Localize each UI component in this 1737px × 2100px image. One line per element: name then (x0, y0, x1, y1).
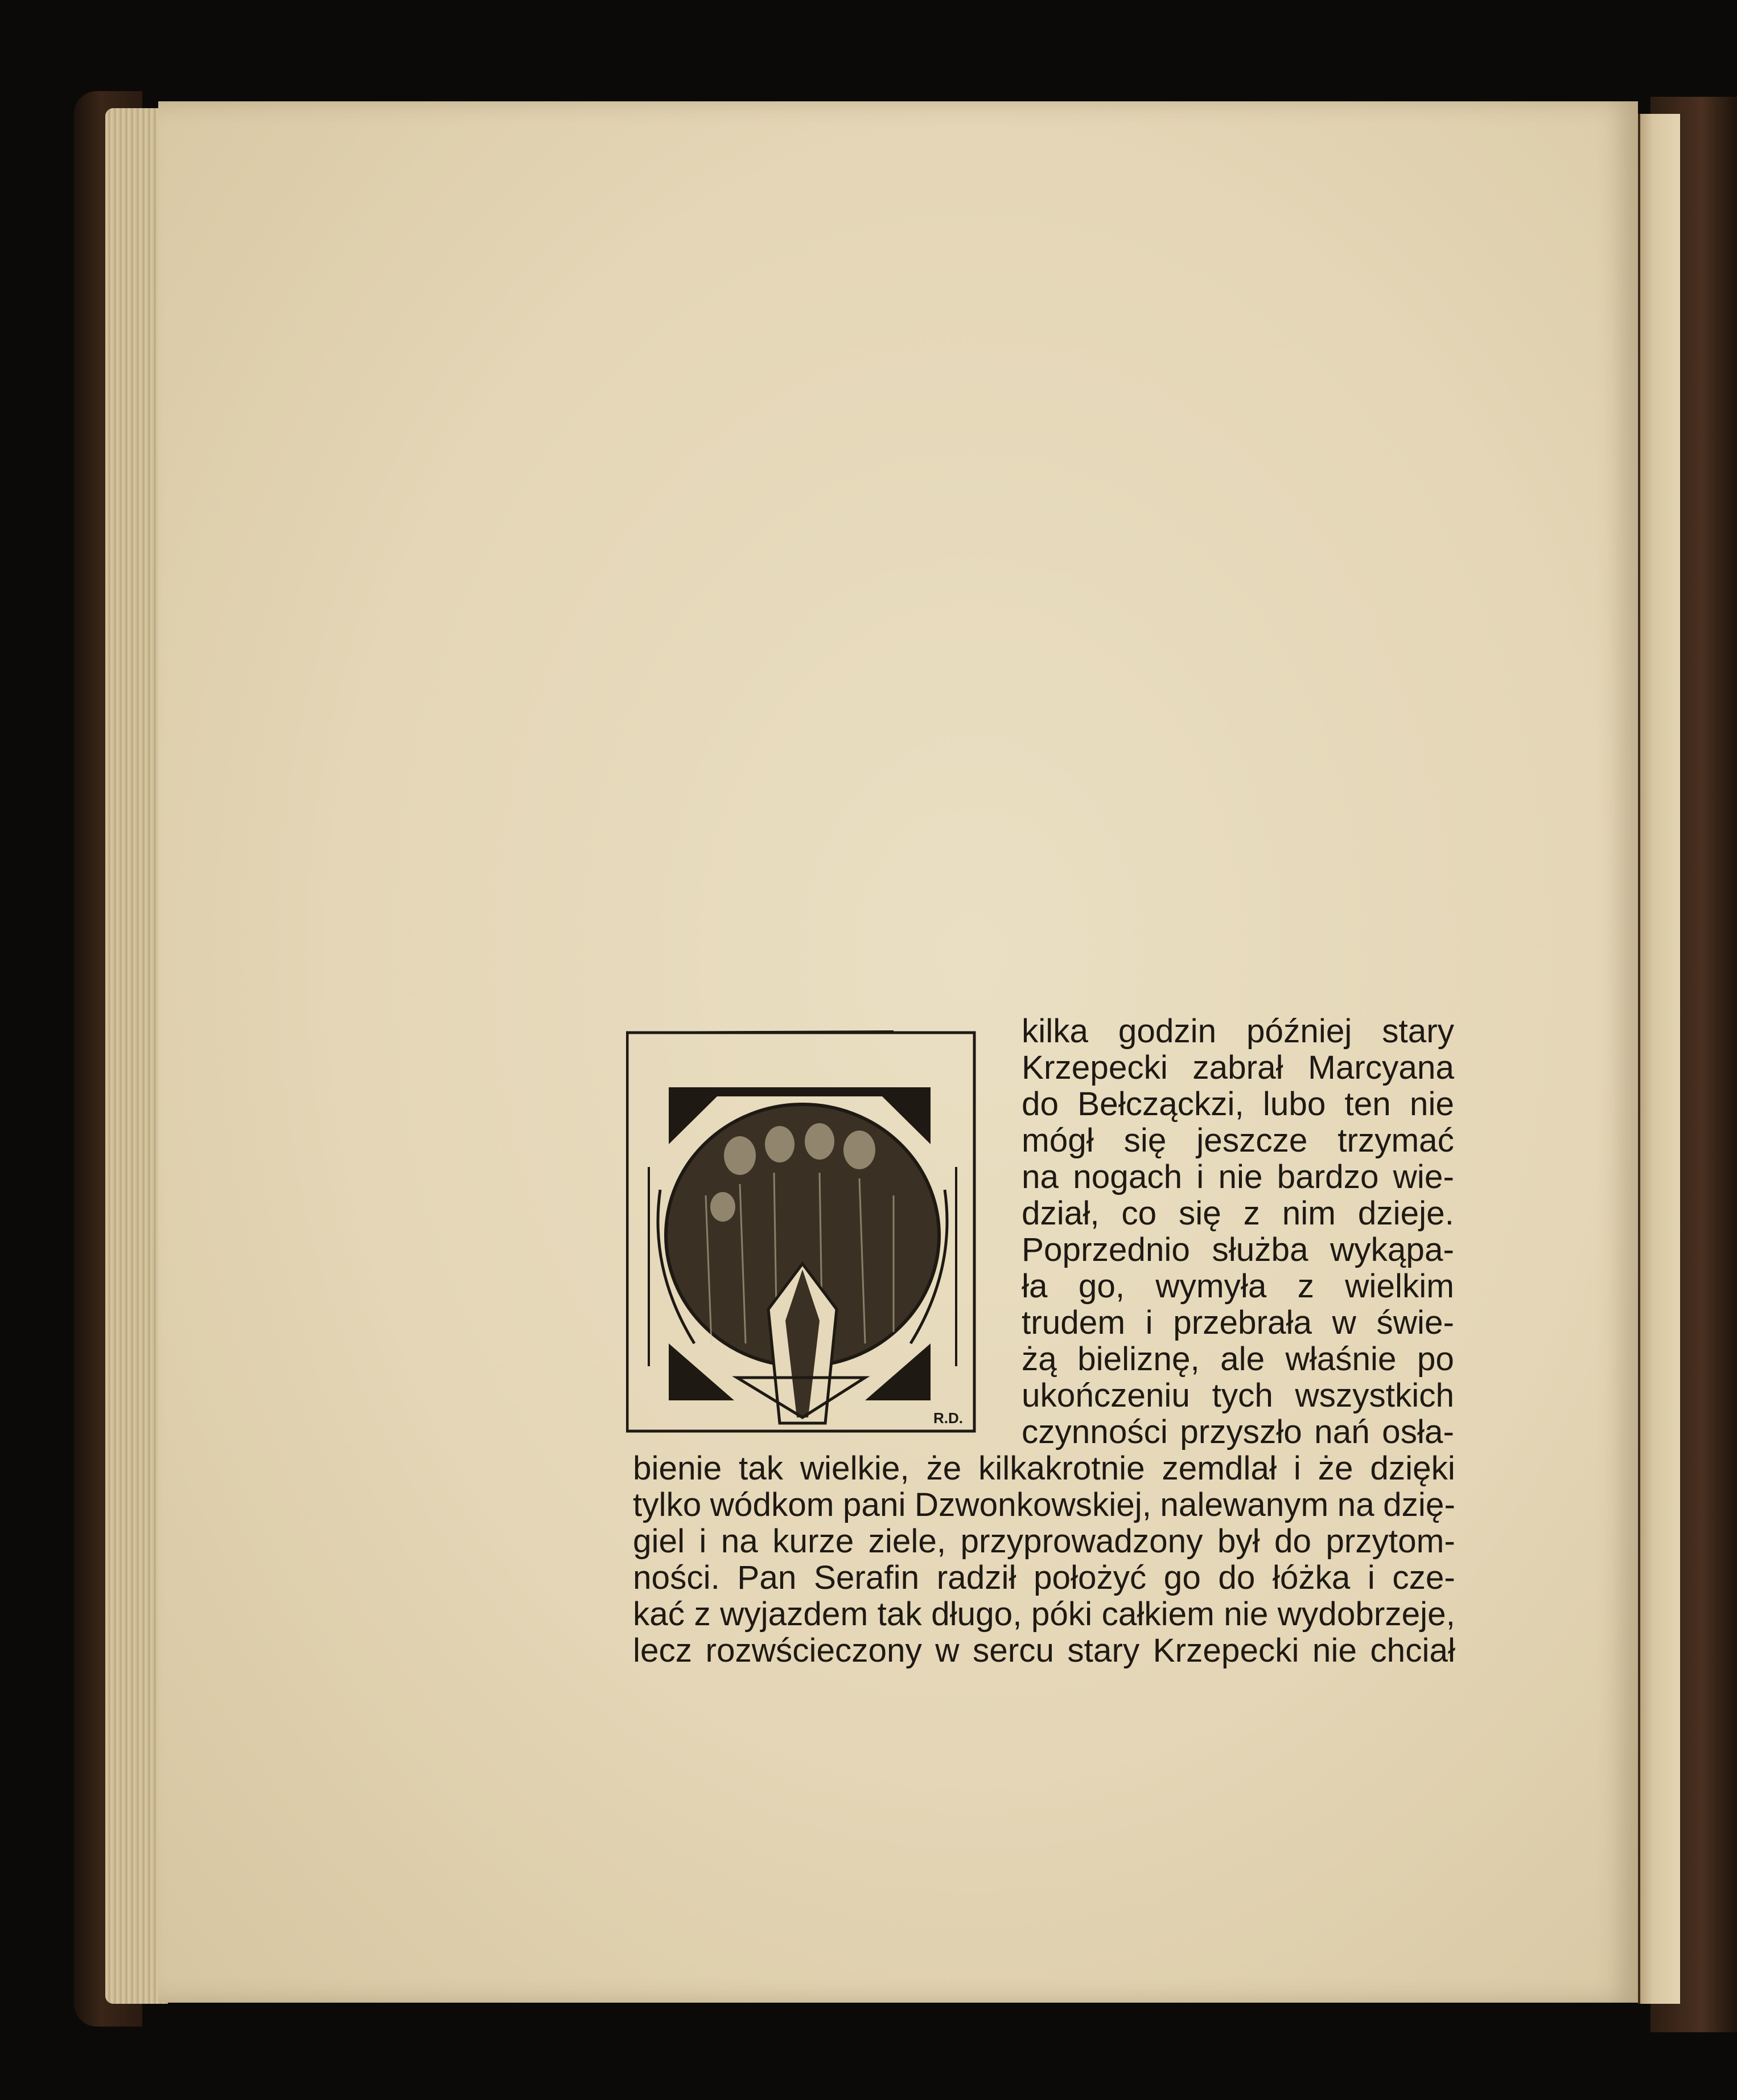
monogram: R.D. (933, 1409, 963, 1427)
text-line (1022, 1414, 1454, 1450)
word: dzieje. (1357, 1195, 1454, 1232)
word: bieliznę, (1077, 1341, 1200, 1378)
text-line (633, 1633, 1455, 1669)
text-line (1022, 1305, 1454, 1341)
word: zemdlał (1162, 1450, 1277, 1487)
word: dzięki (1370, 1450, 1455, 1487)
word: tylko (633, 1486, 702, 1523)
word: w (935, 1632, 960, 1669)
text-line (633, 1487, 1455, 1523)
word: później (1246, 1013, 1352, 1050)
word: ale (1220, 1341, 1265, 1378)
word: ten (1344, 1086, 1391, 1123)
word: Dzwonkowskiej, (914, 1486, 1152, 1523)
word: trzymać (1337, 1122, 1454, 1159)
word: pani (842, 1486, 906, 1523)
word: przyszło (1180, 1413, 1302, 1450)
word: przebrała (1173, 1304, 1312, 1341)
word: bardzo (1277, 1158, 1379, 1195)
word: lubo (1262, 1086, 1326, 1123)
word: tak (877, 1596, 922, 1633)
word: i (1145, 1304, 1153, 1341)
word: całkiem (1101, 1596, 1215, 1633)
word: po (1417, 1341, 1454, 1378)
word: i (699, 1523, 707, 1560)
word: kilka (1022, 1013, 1089, 1050)
word: Krzepecki (1022, 1049, 1168, 1086)
word: z (1243, 1195, 1260, 1232)
word: Serafin (813, 1559, 920, 1596)
text-line (1022, 1195, 1454, 1232)
word: i (1196, 1158, 1204, 1195)
word: ziele, (868, 1523, 946, 1560)
text-line (633, 1596, 1455, 1633)
word: sercu (972, 1632, 1054, 1669)
word: trudem (1022, 1304, 1126, 1341)
word: osła- (1382, 1413, 1454, 1450)
text-line (633, 1523, 1455, 1560)
word: mógł (1022, 1122, 1094, 1159)
word: radził (936, 1559, 1016, 1596)
text-line (1022, 1268, 1454, 1305)
word: przytom- (1326, 1523, 1455, 1560)
word: nań (1314, 1413, 1370, 1450)
narrow-text-column (1022, 1013, 1454, 1450)
word: Pan (737, 1559, 797, 1596)
word: wielkim (1345, 1268, 1454, 1305)
facing-page-edge (1638, 114, 1680, 2004)
word: nie (1312, 1632, 1357, 1669)
word: się (1179, 1195, 1221, 1232)
word: tak (738, 1450, 783, 1487)
text-line (1022, 1378, 1454, 1414)
text-line (1022, 1013, 1454, 1050)
wide-text-column (633, 1450, 1455, 1669)
word: lecz (633, 1632, 693, 1669)
word: bienie (633, 1450, 722, 1487)
word: wykąpa- (1330, 1231, 1454, 1268)
word: zabrał (1192, 1049, 1283, 1086)
word: cze- (1392, 1559, 1455, 1596)
word: stary (1382, 1013, 1454, 1050)
word: Krzepecki (1152, 1632, 1299, 1669)
word: z (694, 1596, 711, 1633)
text-line (1022, 1159, 1454, 1195)
word: na (1337, 1486, 1374, 1523)
word: do (1022, 1086, 1059, 1123)
word: Marcyana (1308, 1049, 1454, 1086)
text-line (1022, 1086, 1454, 1123)
word: z (1297, 1268, 1314, 1305)
word: Poprzednio (1022, 1231, 1190, 1268)
word: nie (1224, 1596, 1269, 1633)
word: kilkakrotnie (978, 1450, 1145, 1487)
word: jeszcze (1196, 1122, 1308, 1159)
word: nie (1409, 1086, 1454, 1123)
word: wódkom (710, 1486, 834, 1523)
word: przyprowadzony (960, 1523, 1203, 1560)
word: nim (1282, 1195, 1336, 1232)
word: tych (1212, 1377, 1273, 1414)
word: nogach (1073, 1158, 1183, 1195)
word: wie- (1393, 1158, 1454, 1195)
word: nalewanym (1160, 1486, 1329, 1523)
word: kurze (772, 1523, 854, 1560)
word: ności. (633, 1559, 720, 1596)
word: co (1121, 1195, 1157, 1232)
word: kać (633, 1596, 685, 1633)
word: go (1163, 1559, 1201, 1596)
word: był (1217, 1523, 1260, 1560)
word: świe- (1376, 1304, 1454, 1341)
word: żą (1022, 1341, 1057, 1378)
word: wielkie, (800, 1450, 909, 1487)
word: się (1123, 1122, 1167, 1159)
word: na (1022, 1158, 1059, 1195)
word: Bełcząckzi, (1077, 1086, 1244, 1123)
word: dzię- (1383, 1486, 1455, 1523)
word: dział, (1022, 1195, 1100, 1232)
word: w (1332, 1304, 1356, 1341)
word: ukończeniu (1022, 1377, 1190, 1414)
word: chciał (1370, 1632, 1455, 1669)
word: czynności (1022, 1413, 1168, 1450)
text-line (1022, 1341, 1454, 1378)
text-line (1022, 1050, 1454, 1086)
word: do (1274, 1523, 1312, 1560)
word: długo, (931, 1596, 1022, 1633)
word: wyjazdem (720, 1596, 869, 1633)
word: że (926, 1450, 962, 1487)
word: giel (633, 1523, 685, 1560)
word: i (1367, 1559, 1375, 1596)
word: godzin (1118, 1013, 1217, 1050)
word: nie (1218, 1158, 1263, 1195)
woodcut-illustration (626, 1025, 979, 1440)
text-line (633, 1450, 1455, 1487)
word: położyć (1033, 1559, 1147, 1596)
word: stary (1067, 1632, 1140, 1669)
word: na (721, 1523, 758, 1560)
word: wydobrzeje, (1277, 1596, 1455, 1633)
word: służba (1212, 1231, 1308, 1268)
text-line (1022, 1232, 1454, 1268)
word: właśnie (1285, 1341, 1397, 1378)
word: rozwścieczony (705, 1632, 922, 1669)
word: wszystkich (1295, 1377, 1454, 1414)
word: go, (1078, 1268, 1125, 1305)
word: ła (1022, 1268, 1048, 1305)
word: że (1318, 1450, 1353, 1487)
text-line (633, 1560, 1455, 1596)
word: łóżka (1272, 1559, 1351, 1596)
word: do (1218, 1559, 1256, 1596)
word: wymyła (1155, 1268, 1267, 1305)
word: i (1293, 1450, 1301, 1487)
text-line (1022, 1123, 1454, 1159)
word: póki (1031, 1596, 1093, 1633)
